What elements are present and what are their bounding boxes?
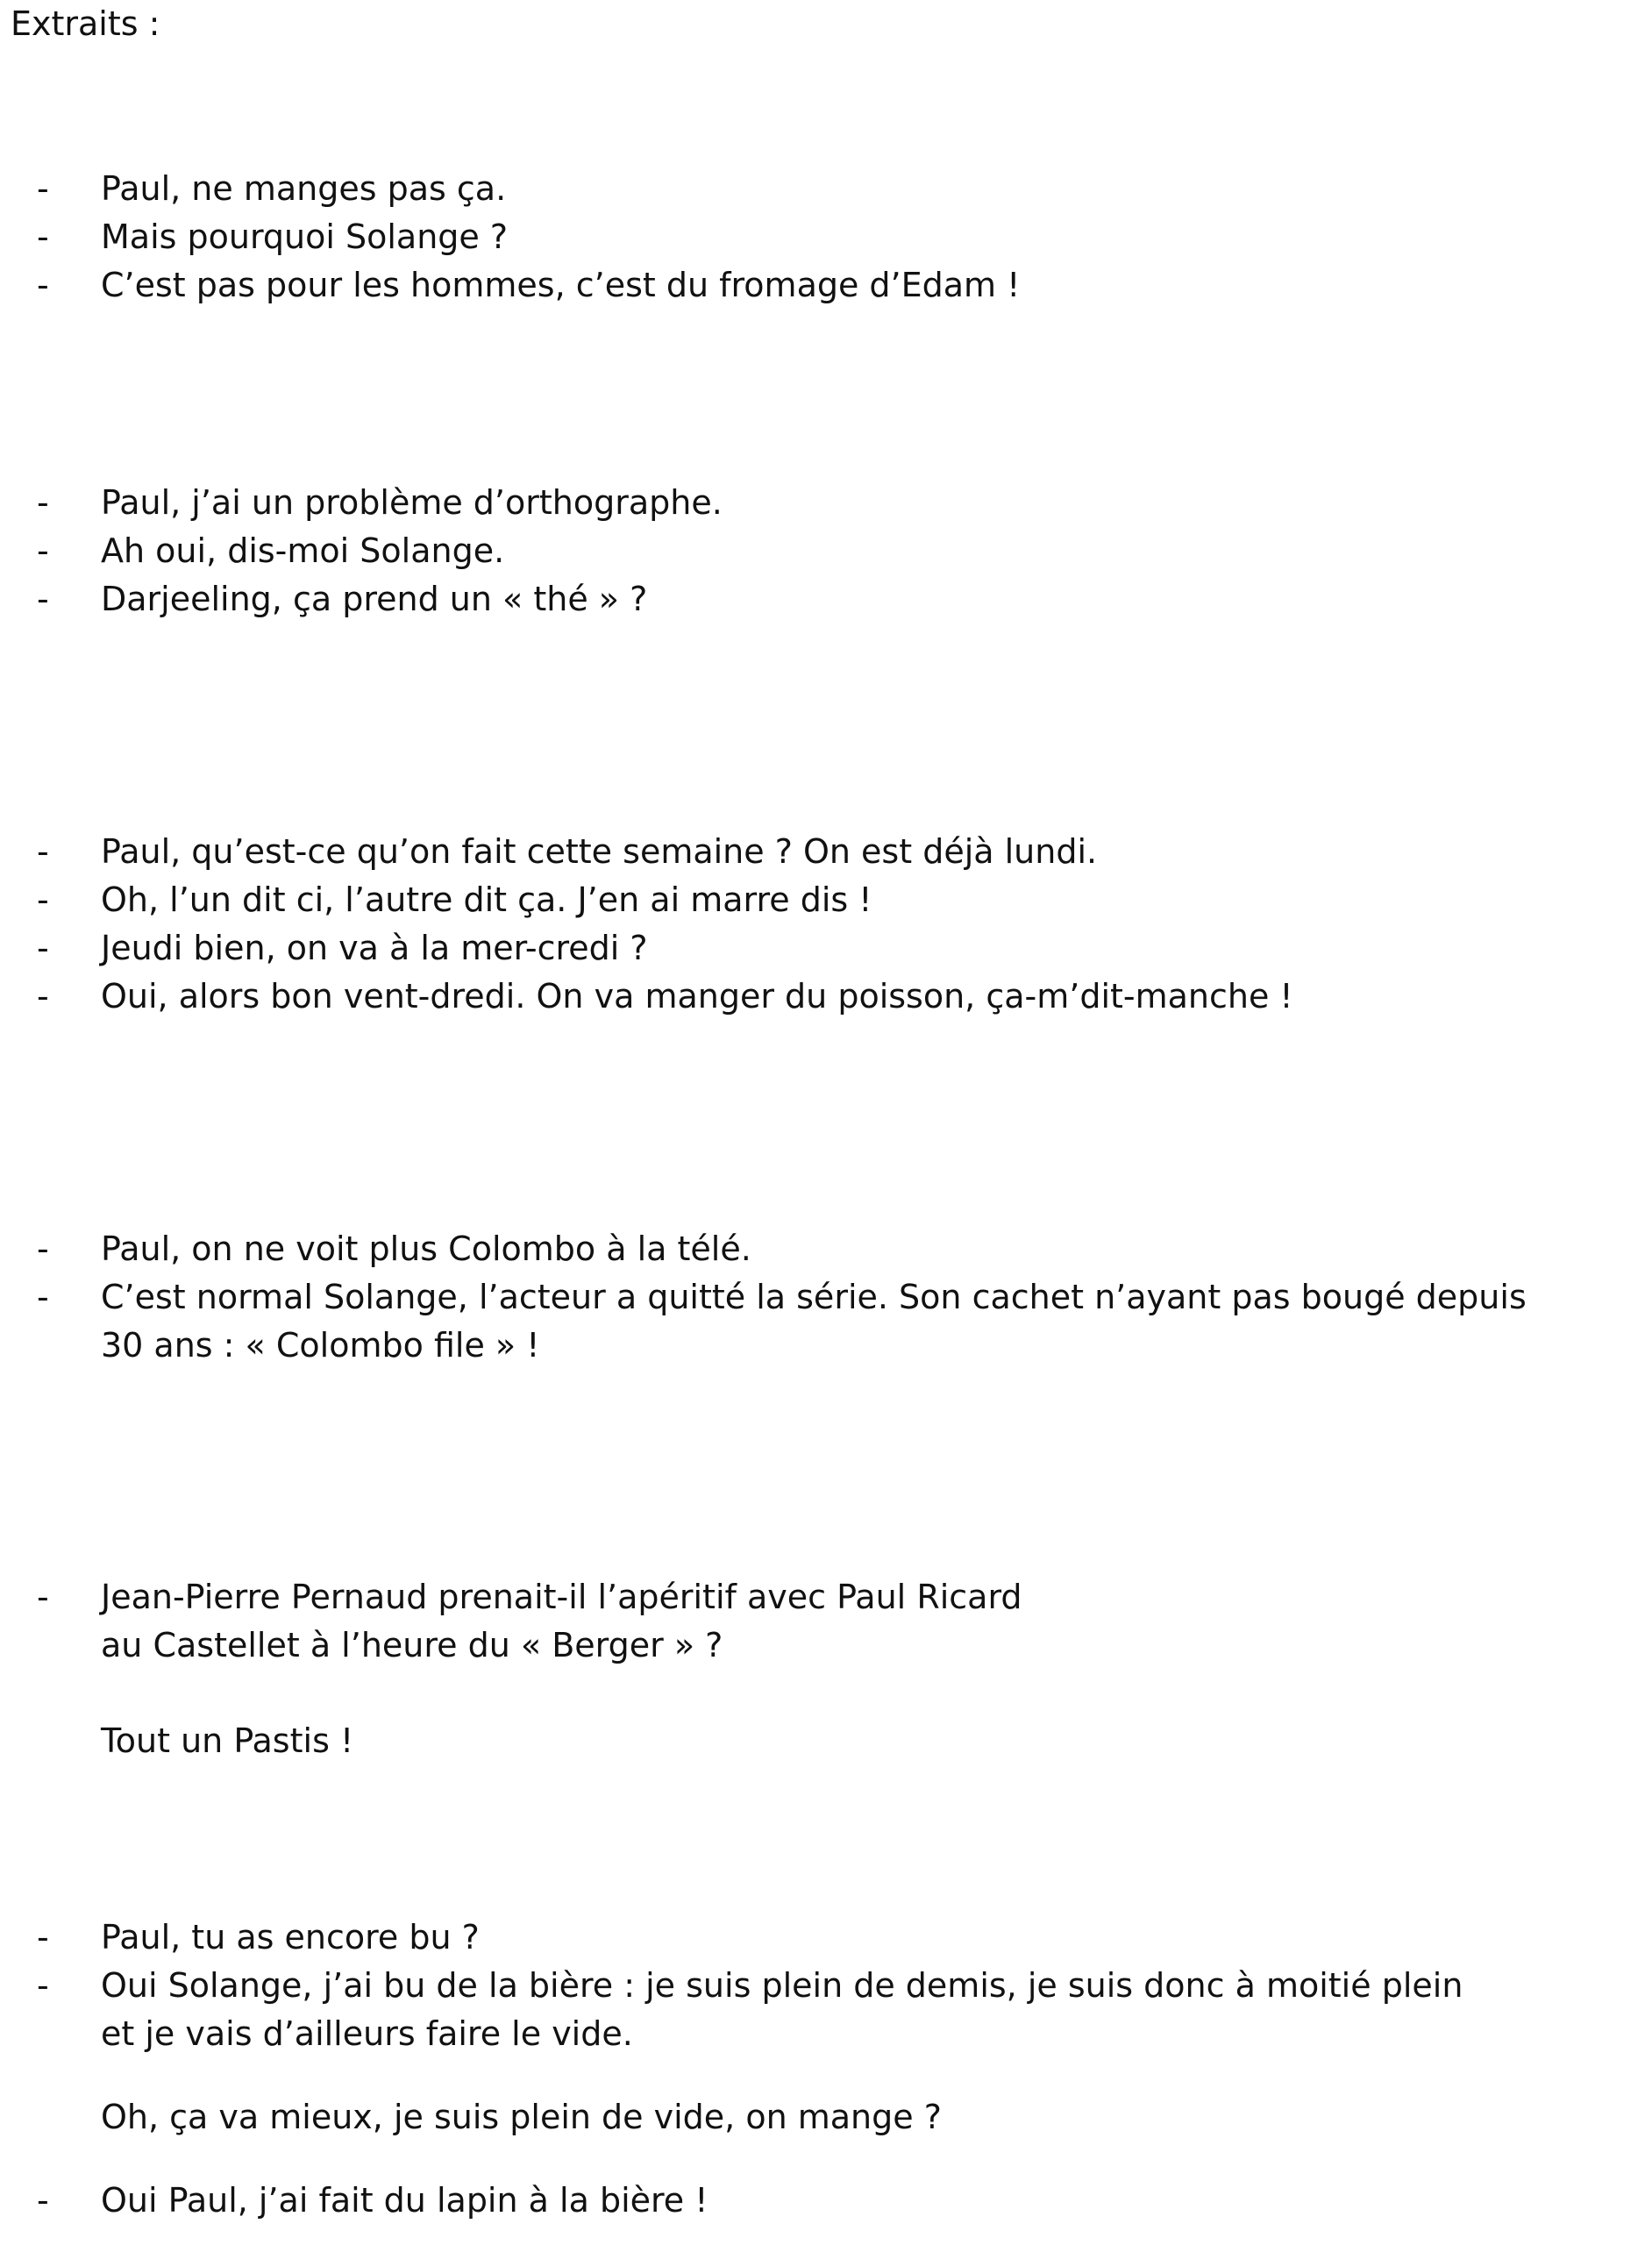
bullet-dash: - [37, 266, 49, 304]
dialogue-line: Ah oui, dis-moi Solange. [101, 531, 505, 570]
dialogue-line: Oui Solange, j’ai bu de la bière : je suis plein de demis, je suis donc à moitié plein [101, 1966, 1463, 2005]
bullet-dash: - [37, 531, 49, 570]
bullet-dash: - [37, 1578, 49, 1616]
dialogue-line: C’est pas pour les hommes, c’est du fromage d’Edam ! [101, 266, 1021, 304]
bullet-dash: - [37, 977, 49, 1016]
dialogue-line: Jean-Pierre Pernaud prenait-il l’apéritif avec Paul Ricard [101, 1578, 1022, 1616]
bullet-dash: - [37, 169, 49, 208]
dialogue-line-continuation: et je vais d’ailleurs faire le vide. [101, 2014, 633, 2053]
dialogue-line: Paul, j’ai un problème d’orthographe. [101, 483, 723, 522]
bullet-dash: - [37, 1229, 49, 1268]
dialogue-line: Oh, l’un dit ci, l’autre dit ça. J’en ai marre dis ! [101, 880, 872, 919]
bullet-dash: - [37, 929, 49, 967]
bullet-dash: - [37, 483, 49, 522]
bullet-dash: - [37, 880, 49, 919]
dialogue-line: Paul, on ne voit plus Colombo à la télé. [101, 1229, 751, 1268]
dialogue-line: Jeudi bien, on va à la mer-credi ? [101, 929, 648, 967]
bullet-dash: - [37, 2181, 49, 2220]
page-title: Extraits : [11, 4, 160, 43]
dialogue-line-continuation: au Castellet à l’heure du « Berger » ? [101, 1626, 723, 1664]
bullet-dash: - [37, 580, 49, 618]
dialogue-line: Paul, qu’est-ce qu’on fait cette semaine ? On est déjà lundi. [101, 832, 1098, 871]
bullet-dash: - [37, 832, 49, 871]
bullet-dash: - [37, 1918, 49, 1956]
dialogue-line-continuation: 30 ans : « Colombo file » ! [101, 1326, 540, 1365]
dialogue-line-continuation: Oh, ça va mieux, je suis plein de vide, on mange ? [101, 2098, 942, 2136]
bullet-dash: - [37, 217, 49, 256]
dialogue-line: Oui, alors bon vent-dredi. On va manger du poisson, ça-m’dit-manche ! [101, 977, 1293, 1016]
dialogue-line: Oui Paul, j’ai fait du lapin à la bière ! [101, 2181, 709, 2220]
bullet-dash: - [37, 1278, 49, 1316]
dialogue-line: Darjeeling, ça prend un « thé » ? [101, 580, 648, 618]
dialogue-line: C’est normal Solange, l’acteur a quitté la série. Son cachet n’ayant pas bougé depuis [101, 1278, 1527, 1316]
bullet-dash: - [37, 1966, 49, 2005]
dialogue-line: Mais pourquoi Solange ? [101, 217, 509, 256]
dialogue-line: Paul, tu as encore bu ? [101, 1918, 480, 1956]
dialogue-line: Paul, ne manges pas ça. [101, 169, 507, 208]
punchline: Tout un Pastis ! [101, 1721, 354, 1760]
